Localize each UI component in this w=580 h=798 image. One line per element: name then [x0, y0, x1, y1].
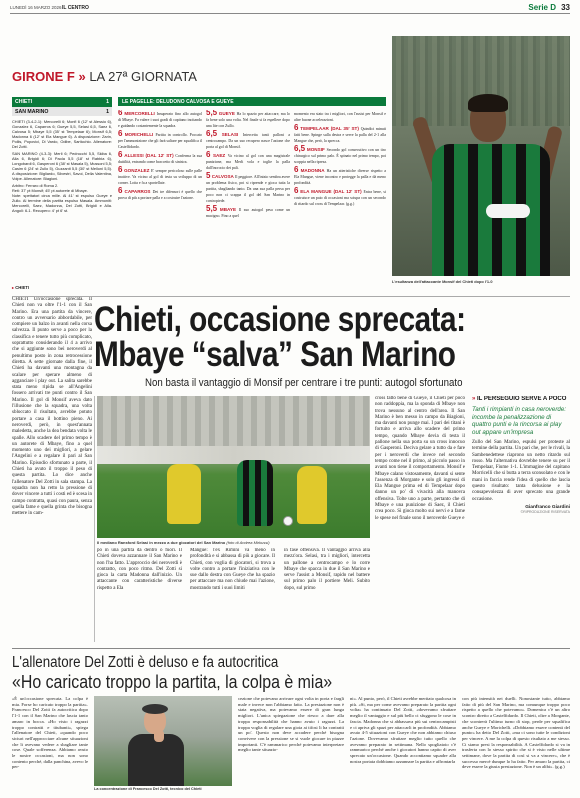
headline-divider — [12, 296, 570, 297]
rating-player-name: ALLESSI (DAL 12' ST) — [124, 153, 174, 158]
mid-photo-caption — [97, 540, 370, 545]
rating-text: Va vicino al gol con una magistrale punizione, ma Merli vola e toglie la palla dall'incrocio dei pali. — [206, 154, 290, 170]
headline-2: Mbaye “salva” San Marino — [94, 335, 456, 374]
headline-1: Chieti, occasione sprecata: — [94, 300, 466, 339]
ratings-band-label: LE PAGELLE: DELUDONO CALVOSA E GUEYE — [122, 98, 234, 105]
rating-item — [294, 167, 386, 186]
round-name: LA 27ª GIORNATA — [89, 69, 197, 84]
sidebar-tag-text: IL PERSEGUIO SERVE A POCO — [477, 396, 567, 402]
interview-text-3: cezione che potevano arrivare ogni volta in porta e fargli male e invece non l'abbiamo fatto. La prestazione non è stata negativa, ma potevamo essere di gran lunga migliori. L'unica spiegazione che riesco a dare alla troppa responsabilità che hanno avuto i ragazzi. La troppa voglia di regalare una gioia ai tifosi li ha contratti un po'. Questo non deve accadere perché bisogna convivere con la pressione se si vuole giocare in piazze importanti. C'è rammarico perché potevamo interpretare meglio tante situazio- — [238, 696, 344, 753]
top-photo-caption: L'esultanza dell'attaccante Monsif del Chieti dopo l'1-0 — [392, 279, 493, 284]
rating-text: Conferma la sua duttilità, entrando come braccetto di sinistra. — [118, 154, 202, 164]
rating-score: 6 — [118, 150, 123, 159]
header-section: Serie D — [528, 3, 556, 12]
article-text-4: in fase offensiva. Il vantaggio arriva alla mezz'ora. Selasi, tra i migliori, intercetta un pallone a centrocampo e lo corre Mbaye che spacca in due il San Marino e serve l'assist a Monsif, rapido nel battere sul primo palo il portiere Meli. Subito dopo, sul primo — [284, 548, 370, 591]
home-team: CHIETI — [15, 99, 33, 105]
sidebar-standfirst: Tanti i rimpianti in casa neroverde: incombe la penalizzazione di quattro punti e la rincorsa ai play out appare un'impresa — [472, 406, 567, 436]
goals: Reti: 37' pt Monsif; 45' pt autorete di Mbaye. — [12, 188, 88, 193]
rating-item — [294, 188, 386, 207]
rating-player-name: MBAYE — [219, 207, 237, 212]
rating-player-name: MORICHELLI — [124, 132, 154, 137]
rating-player-name: GONZALEZ — [124, 168, 150, 173]
rating-score: 6 — [294, 186, 299, 195]
rating-player-name: GUEYE — [218, 111, 235, 116]
interview-col-5 — [462, 696, 570, 796]
rating-item — [206, 173, 290, 204]
col-rule-1 — [94, 396, 95, 642]
lineup-footer-label: CHIETI — [15, 285, 30, 290]
rating-item — [206, 206, 290, 219]
rating-item — [118, 110, 202, 129]
header-date: LUNEDÌ 16 MARZO 2026 — [10, 5, 62, 10]
photo-billboards — [97, 446, 370, 464]
rating-item — [118, 152, 202, 165]
interview-text-5: con più intensità nei duelli. Nonostante tutto, abbiamo fatto di più del San Marino, ma comunque troppo poco rispetto a quello che potevamo». Domenica c'è un altro scontro diretto a Castelfidardo. Il Chieti, oltre a Morgante, che scontrerà l'ultimo turno di stop, perde per squalifica anche Gueye e Morichelli. «Dobbiamo essere contenti del punto» ha detto Del Zotti, «ma ci sono tutte le condizioni per vincere. A me la colpa di questo risultato a me stesso. Ci siamo presi la responsabilità. A Castelfidardo si va in trasferta con lo stesso spirito che si è visto nelle ultime settimane, dove la partita di così si va a vincere», che è successo mercè dunque lo ha fatto. Per amaro la partita, ci deve essere la giusta prestazione. Non è un alibi». (g.g.) — [462, 696, 570, 770]
rating-player-name: MONSIF — [306, 147, 325, 152]
rating-score: 6,5 — [206, 129, 218, 138]
rating-text: Quindici minuti fatti bene. Spinge sulla destra e serve la palla del 2-1 alla Mangue che, però, la sprecca. — [294, 127, 386, 143]
rating-score: 6 — [118, 129, 123, 138]
interview-text-4: ni». Al punto, però, il Chieti avrebbe meritato qualcosa in più. «Si, ma per come avevamo preparato la partita ogni volta» ha continuato Del Zotti, «dovevamo sfruttare meglio il vantaggio e sul più bello ci sfuggono le cose in fascia. Madonna che si abbassava più sui centrocampisti e ci apriva gli spazi per attaccarli in profondità. Abbiamo avuto 4-5 situazioni con Gueye che non abbiamo chiuso l'azione. Dovevamo sfruttare meglio tutto quello che avevamo preparato in settimana. Nello spogliatoio c'è rammarico perché anche i giocatori hanno capito di aver sprecato un'occasione. Quando accontiamo squadre alla nostra portata dobbiamo azzannare la partita e affrontarla — [350, 696, 456, 764]
rating-text: Insuperato fino allo autogol di Mbaye. Fa valere i suoi gradi di capitano incitando e guidando costantemente la squadra. — [118, 112, 202, 128]
sidebar-byline: Gianfranco Giardini — [525, 504, 570, 510]
rating-text: Entra bene, si costruisce un paio di occasioni ma sciupa con un secondo di ritardo sul cross di Tempelaar. (g.g.) — [294, 190, 386, 206]
article-col-3 — [190, 548, 275, 642]
rating-text: Ha lo spazio per attaccare, ma lo fa bene solo una volta. Nel finale si fa espellere dopo una lite con Zullo. — [206, 112, 290, 128]
sidebar-repro: ©RIPRODUZIONE RISERVATA — [520, 509, 570, 514]
photo-selasi — [97, 396, 370, 538]
rating-player-name: MADONNA — [300, 168, 325, 173]
rating-player-name: SELASI — [221, 132, 239, 137]
group-name: GIRONE F — [12, 69, 75, 84]
interview-photo-caption: La concentrazione di Francesco Del Zotti, tecnico del Chieti — [94, 787, 202, 791]
player-yellow-1 — [167, 464, 201, 524]
sidebar-body: Zullo del San Marino, espulsi per proteste al termine della partita. Un pari che, per le rivali, la Sambenedettese riaprono un netto ritardo sul rosso. Ma l'alternativa dovrebbe tenere su per il Tempelaar, Fiume 1-1. L'immagine del capitano Morricelli che si butta a terra sconsolato e con le mani in faccia rende l'idea di quello che lascia questo risultato: tanta delusione e la consapevolezza di aver sprecato una grande occasione. — [472, 440, 570, 502]
ratings-col-3 — [294, 110, 386, 290]
rating-text: Il peggiore. All'inizio sembra avere un problema fisico, poi si riprende e gioca tutta la partita, sbagliando tanto. Da una sua palla persa per poco non ci scappa il gol del San Marino in contropiede. — [206, 175, 290, 203]
rating-player-name: ELA MANGUE (DAL 12' ST) — [300, 189, 362, 194]
matchday-title — [12, 70, 197, 84]
rating-score: 6 — [118, 110, 123, 117]
ratings-col-2 — [206, 110, 290, 290]
ratings-col-1 — [118, 110, 202, 290]
lineup-footer: ▸ CHIETI — [12, 285, 30, 290]
rating-player-name: CAPARROS — [124, 189, 151, 194]
chevron-right-icon: » — [472, 396, 476, 402]
rating-item — [118, 167, 202, 186]
mid-photo-caption-text: Il mediano Ransford Selasi in mezzo a due giocatori del San Marino — [97, 540, 226, 545]
referee: Arbitro: Ferraro di Roma 2. — [12, 183, 59, 188]
rating-text: Partita in controllo. Poccato per l'ammonizione che gli farà saltare per squalifica il Castelfidardo. — [118, 133, 202, 149]
rating-item — [294, 125, 386, 144]
page-header — [10, 3, 570, 13]
header-page: 33 — [561, 3, 570, 12]
subheadline: Non basta il vantaggio di Monsif per centrare i tre punti: autogol sfortunato — [145, 377, 463, 389]
rating-item — [206, 110, 290, 129]
rating-score: 6 — [294, 165, 299, 174]
coach-hair — [142, 704, 168, 714]
rating-text: Dei tre difensori è quello che prova di più a portare palla e a costruire l'azione. — [118, 190, 202, 200]
sidebar-tag — [472, 396, 570, 403]
away-team: SAN MARINO — [15, 108, 49, 115]
rating-score: 5,5 — [206, 204, 218, 213]
rating-score: 5 — [206, 171, 211, 180]
article-col-4 — [284, 548, 370, 642]
headline-3: L'allenatore Del Zotti è deluso e fa autocritica — [12, 654, 279, 671]
rating-player-name: CALVOSA — [211, 174, 234, 179]
rating-score: 5,5 — [206, 110, 218, 117]
sidebar — [472, 396, 570, 642]
interview-col-1 — [12, 696, 88, 796]
lineups — [12, 119, 112, 277]
photo-stadium — [97, 396, 370, 446]
header-brand: IL CENTRO — [62, 4, 89, 11]
lineup-away: SAN MARINO (4-3-3): Merli 6; Pedrocchi 5,5, Skiba 6, Alla 6, Brigidi 6; Di Paola 5,5 (18' st Rabbia 6), Longobardi 6, Gasperoni 6 (38' st Masala 5), Mussoni 5,5; Casim 6 (24' st Zullo 5), Guzzanti 5,5 (30' st Melloni 5,5). A disposizione: Bigliardo, Silvestri, Savoi, Della Valentina, Volpe. Allenatore: Biagioni. — [12, 151, 112, 181]
notes: Note: spettatori circa mille. Al 41' st espulso Gueye e Zullo. Al termine della partita espulso Masala. Ammoniti: Mercorelli, Saez, Madonna, Del Zotti, Brigidi e Alla. Angoli: 6-1. Recupero: 4' pt 6' st. — [12, 193, 112, 213]
photo-monsif-celebration — [392, 36, 570, 276]
interview-divider — [12, 648, 570, 649]
article-col-5 — [375, 396, 465, 642]
rating-score: 6,5 — [294, 144, 306, 153]
player-jersey — [432, 144, 550, 276]
rating-item — [294, 110, 386, 123]
article-text-5: cross fatto bene di Gueye, il Chieti per poco non raddoppia, ma la sponda di Mbaye non trova nessuno al centro dell'area. Il San Marino è ben messo in campo da Biagioni, ma davanti non punge mai. I pari dei titani è fortuito e arriva allo scadere del primo tempo, quando Mbaye devia di testa il pallone nella sua porta su un cross innocuo di Gasperoni. Deciva gelare a tutto da e fare per i neroverdi che invece nel secondo tempo come nel il primo, al piccolo passo in avanti non tiene il comportamento. Monsif e Mbaye calano vistosamente, davanti si sente l'assenza di Morgante e solo gli ingressi di Ela Mangue prima ed di Tempelaar dopo danno un po' di vivacità alla manovra offensiva. Tolte uno a parte, pertanto che di Mbaye e una punizione di Saez, il Chieti crea poco. Si gioca molto sui nervi e a farne le spese nel finale sono il neroverde Gueye e — [375, 396, 465, 521]
ratings-band — [118, 97, 386, 106]
away-score: 1 — [106, 108, 109, 115]
article-text-2: po in una partita da dentro o fuori. Il Chieti doveva azzannare il San Marino e non l'ha fatto. L'approccio dei neroverdi è contratto, con poco ritmo. Del Zotti si gioca la carta Madonna dall'inizio. Un attaccante con caratteristiche diverse rispetto a Ela — [97, 548, 182, 591]
interview-col-4 — [350, 696, 456, 796]
mid-photo-credit: (foto di Andrea Mirkussi) — [226, 540, 270, 545]
player-green — [237, 460, 273, 526]
chevron-right-icon: » — [78, 69, 86, 84]
photo-del-zotti — [94, 696, 232, 786]
article-text-1: CHIETI Un'occasione sprecata. Il Chieti non va oltre l'1-1 con il San Marino. Era una partita da vincere, contro un avversario abbordabile, per compiere un balzo in avanti nella corsa salvezza. Il punto serve a poco per la classifica e tenere tutto più complicato, soprattutto considerando il 4 a arrivo che si aggiunte sono beì neroverdi al penultimo posto in zona retrocessione diretta. A sette giornate dalla fine, il Chieti ha davanti una montagna da scalare per sperare almeno di agganciare i play out. La salita sarebbe stata meno ripida se all'Angelini fossero arrivati tre punti contro il San Marino. Il gol di Monsif aveva dato l'illusione che la squadra, una volta sbloccato il risultato, avrebbe potuto portare a casa il bottino pieno. Ai neroverdi, però, in quest'annata maledetta, anche la dea bendata volta le spalle. Allo scadere del primo tempo è un autorete di Mbaye, fino a quel momento uno dei migliori, a gelare l'Angelini e a regalare il pari al San Marino. Episodio sfortunato a parte, il Chieti ha avuto il troppo il peso di questa partita. Lo dice anche l'allenatore Del Zotti in sala stampa. La squadra non ha retto la pressione di dover vincere a tutti i costi ed è scesa in campo contratta, quasi con paura, senza quella fame e quella grinta che bisogna mettere in cam- — [12, 297, 92, 517]
headline-4: «Ho caricato troppo la partita, la colpa è mia» — [12, 671, 333, 692]
rating-item — [294, 146, 386, 165]
rating-player-name: SAEZ — [212, 153, 226, 158]
rating-score: 6 — [206, 150, 211, 159]
rating-item — [118, 131, 202, 150]
article-text-3: Mangue: l'ex Rimini va meno in profondità e si abbassa di più a giocare. Il Chieti, con voglia di giocatori, si trova a volte contro a portare l'iniziativa con le sue dallo destra con Gueye che ha spazio per attaccare ma non chiude mai l'azione, mostrando tutti i suoi limiti — [190, 548, 275, 591]
rating-player-name: TEMPELAAR (DAL 35' ST) — [300, 126, 359, 131]
interview-text-1: «È un'occasione sprecata. La colpa è mia. Forse ho caricato troppo la partita». Francesco Del Zotti fa autocritica dopo l'1-1 con il San Marino che lascia tanto amaro in bocca. «Ho visto i ragazzi troppo contratti e titubanti», spiega l'allenatore del Chieti, «quando poco siciuri nell'approcciare alcune situazioni che li avevano vedere a sbagliare tante cose. Quale sofferenza. Abbiamo avuto le nostre occasioni, ma non sono contento perché, dalla panchina, avevo le per- — [12, 696, 88, 770]
rating-text: Secondo gol consecutivo con un tiro chirurgico sul primo palo. È spinato nel primo tempo, poi scoppia nella ripresa. — [294, 148, 386, 164]
rating-item — [118, 188, 202, 201]
rating-item — [206, 152, 290, 171]
article-col-1 — [12, 297, 92, 642]
player-yellow-2 — [297, 466, 327, 524]
rating-text: Ha un atteristiche diverse rispetto a Ela Mangue, viene incontro e protegge la palla e dà meno profondità. — [294, 169, 386, 185]
home-score: 1 — [106, 99, 109, 105]
lineup-home: CHIETI (3-4-2-1): Mercorelli 6; Monfi 6 (12' st Alessio 6), Gonzalez 6, Caparros 6; Gueye 5,5, Selasi 6,5, Saez 6, Calvosa 5; Mbaye 5,5 (35' st Tempelaar 6); Monsif 6,5; Madonna 6 (12' st Ela Mangue 6). A disposizione: Zarin, Pollis, Popovici, Di Vardo, Odibe, Sarticchio. Allenatore: Del Zotti. — [12, 119, 112, 149]
scoreboard — [12, 97, 112, 116]
rating-text: momento era stato tra i migliori, con l'assist per Monsif e altre buone accelerazioni. — [294, 112, 386, 122]
rating-item — [206, 131, 290, 150]
rating-player-name: MERCORELLI — [124, 111, 155, 116]
interview-col-3 — [238, 696, 344, 796]
rating-text: Il suo autogol pesa come un macigno. Fino a quel — [206, 208, 290, 218]
rating-score: 6 — [118, 186, 123, 195]
rating-score: 6 — [294, 123, 299, 132]
rating-text: Intercetta tanti palloni a centrocampo. Da un suo recupero nasce l'azione che porta al gol di Monsif. — [206, 133, 290, 149]
rating-text: E' sempre pericoloso sulle palle inattive. Va vicino al gol di testa su sviluppo di un corner. Lotta e fa a sportellate. — [118, 169, 202, 185]
article-col-2 — [97, 548, 182, 642]
player-hair — [468, 94, 508, 112]
ball-icon — [283, 516, 293, 526]
jersey-sponsor — [486, 204, 530, 218]
header-rule — [10, 13, 570, 14]
coach-hand — [154, 730, 164, 742]
rating-score: 6 — [118, 165, 123, 174]
